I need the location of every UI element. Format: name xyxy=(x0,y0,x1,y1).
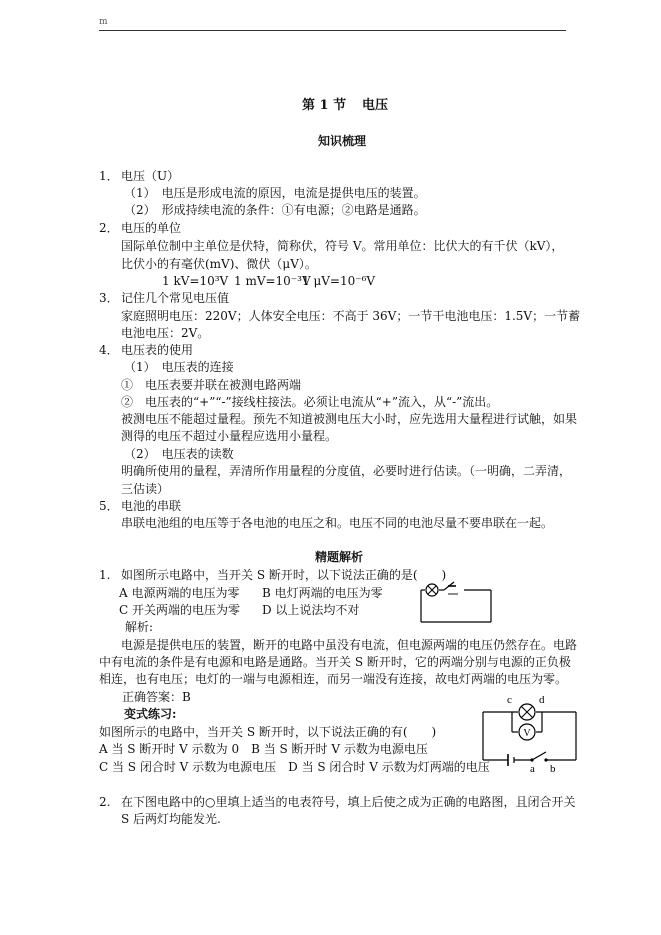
item-4-sub-2: （2） 电压表的读数 xyxy=(124,447,234,461)
unit-conversion-kv: 1 kV=10³V xyxy=(162,274,229,288)
q1-option-c: C 开关两端的电压为零 xyxy=(119,603,240,617)
item-4-point-2: ② 电压表的“+”“-”接线柱接法。必须让电流从“+”流入，从“-”流出。 xyxy=(121,395,499,409)
q1-answer: 正确答案：B xyxy=(122,690,191,704)
q1-stem: 如图所示电路中，当开关 S 断开时，以下说法正确的是( ) xyxy=(121,568,447,582)
q2-line-1: 在下图电路中的○里填上适当的电表符号，填上后使之成为正确的电路图，且闭合开关 xyxy=(121,795,576,809)
variant-lamp-icon xyxy=(519,704,535,720)
header-mark: m xyxy=(99,17,108,27)
unit-conversion-uv: 1 μV=10⁻⁶V xyxy=(302,274,376,288)
item-1-sub-1: （1） 电压是形成电流的原因，电流是提供电压的装置。 xyxy=(124,186,426,200)
item-4-sub-1: （1） 电压表的连接 xyxy=(124,360,234,374)
item-2-line-1: 国际单位制中主单位是伏特，简称伏，符号 V。常用单位：比伏大的有千伏（kV）， xyxy=(121,239,564,253)
variant-options-ab: A 当 S 断开时 V 示数为 0 B 当 S 断开时 V 示数为电源电压 xyxy=(99,742,428,756)
terminal-d-label: d xyxy=(539,694,545,706)
item-4-number: 4． xyxy=(99,343,119,357)
item-3-line-2: 电池电压：2V。 xyxy=(121,326,210,340)
voltmeter-icon xyxy=(519,724,535,740)
item-1-label: 电压（U） xyxy=(121,169,180,183)
variant-circuit-diagram xyxy=(480,692,580,776)
terminal-a-label: a xyxy=(530,763,535,775)
section-number: 第 1 节 xyxy=(302,98,347,113)
q1-lamp-icon xyxy=(426,584,438,596)
q1-analysis-line-2: 中有电流的条件是有电源和电路是通路。当开关 S 断开时，它的两端分别与电源的正负极 xyxy=(99,655,571,669)
item-4-point-3a: 被测电压不能超过量程。预先不知道被测电压大小时，应先选用大量程进行试触，如果 xyxy=(121,412,578,426)
q1-option-d: D 以上说法均不对 xyxy=(262,603,360,617)
header-rule xyxy=(99,30,566,31)
variant-options-cd: C 当 S 闭合时 V 示数为电源电压 D 当 S 闭合时 V 示数为灯两端的电压 xyxy=(99,760,490,774)
q2-line-2: S 后两灯均能发光. xyxy=(121,812,221,826)
item-3-line-1: 家庭照明电压：220V；人体安全电压：不高于 36V；一节干电池电压：1.5V；一节蓄 xyxy=(121,309,581,323)
q1-analysis-label: 解析: xyxy=(125,620,154,634)
item-4-label: 电压表的使用 xyxy=(121,343,194,357)
item-5-label: 电池的串联 xyxy=(121,499,182,513)
item-3-number: 3． xyxy=(99,291,119,305)
q1-analysis-line-1: 电源是提供电压的装置，断开的电路中虽没有电流，但电源两端的电压仍然存在。电路 xyxy=(121,638,578,652)
variant-stem: 如图所示的电路中，当开关 S 断开时，以下说法正确的有( ) xyxy=(99,725,437,739)
q1-analysis-line-3: 相连，也有电压；电灯的一端与电源相连，而另一端没有连接，故电灯两端的电压为零。 xyxy=(99,672,568,686)
item-2-line-2: 比伏小的有毫伏(mV)、微伏（μV）。 xyxy=(121,257,317,271)
section-title: 电压 xyxy=(362,98,389,113)
item-4-point-1: ① 电压表要并联在被测电路两端 xyxy=(121,378,302,392)
item-2-label: 电压的单位 xyxy=(121,221,182,235)
svg-text:V: V xyxy=(523,728,531,739)
heading-knowledge: 知识梳理 xyxy=(318,134,367,148)
terminal-c-label: c xyxy=(507,694,512,706)
variant-label: 变式练习: xyxy=(124,707,177,721)
item-5-number: 5． xyxy=(99,499,119,513)
item-2-number: 2． xyxy=(99,221,119,235)
item-4-point-4a: 明确所使用的量程，弄清所作用量程的分度值，必要时进行估读。（一明确，二弄清， xyxy=(121,464,572,478)
q1-circuit-diagram xyxy=(414,578,494,628)
terminal-b-label: b xyxy=(550,763,556,775)
q2-number: 2. xyxy=(99,795,111,809)
item-1-number: 1． xyxy=(99,169,119,183)
q1-number: 1. xyxy=(99,568,111,582)
item-5-line-1: 串联电池组的电压等于各电池的电压之和。电压不同的电池尽量不要串联在一起。 xyxy=(121,516,554,530)
item-3-label: 记住几个常见电压值 xyxy=(121,291,230,305)
unit-conversion-mv: 1 mV=10⁻³V xyxy=(234,274,311,288)
q1-option-a: A 电源两端的电压为零 xyxy=(119,586,240,600)
item-4-point-4b: 三估读） xyxy=(121,482,170,496)
heading-analysis: 精题解析 xyxy=(315,550,364,564)
item-1-sub-2: （2） 形成持续电流的条件：①有电源；②电路是通路。 xyxy=(124,203,426,217)
item-4-point-3b: 测得的电压不超过小量程应选用小量程。 xyxy=(121,429,338,443)
q1-option-b: B 电灯两端的电压为零 xyxy=(262,586,383,600)
